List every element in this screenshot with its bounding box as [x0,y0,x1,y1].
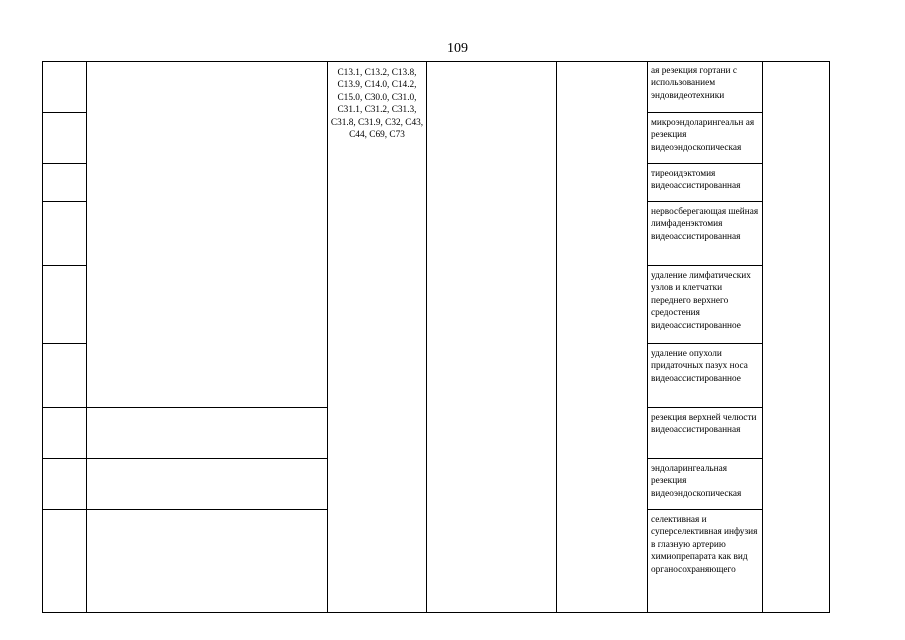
row-number-cell [43,202,87,266]
profile-cell [87,510,328,613]
procedures-table [42,61,830,613]
treatment-type-cell [557,62,648,613]
procedure-cell: селективная и суперселективная инфузия в глазную артерию химиопрепарата как вид органосохраняющего [648,510,763,613]
procedure-cell: микроэндоларингеальн ая резекция видеоэндоскопическая [648,113,763,164]
row-number-cell [43,408,87,459]
procedure-cell: нервосберегающая шейная лимфаденэктомия видеоассистированная [648,202,763,266]
procedure-cell: тиреоидэктомия видеоассистированная [648,164,763,202]
patient-model-cell [427,62,557,613]
row-number-cell [43,113,87,164]
row-number-cell [43,164,87,202]
procedure-cell: эндоларингеальная резекция видеоэндоскопическая [648,459,763,510]
row-number-cell [43,459,87,510]
row-number-cell [43,62,87,113]
page-number: 109 [447,41,468,56]
icd-codes-cell: C13.1, C13.2, C13.8, C13.9, C14.0, C14.2, C15.0, C30.0, C31.0, C31.1, C31.2, C31.3, C31.8, C31.9, C32, C43, C44, C69, C73 [328,62,427,613]
profile-cell [87,459,328,510]
procedure-cell: удаление лимфатических узлов и клетчатки переднего верхнего средостения видеоассистированное [648,266,763,344]
row-number-cell [43,344,87,408]
profile-cell [87,62,328,408]
profile-cell [87,408,328,459]
row-number-cell [43,266,87,344]
cost-cell [763,62,830,613]
procedure-cell: ая резекция гортани с использованием эндовидеотехники [648,62,763,113]
procedure-cell: резекция верхней челюсти видеоассистированная [648,408,763,459]
row-number-cell [43,510,87,613]
table-row [43,62,830,113]
procedure-cell: удаление опухоли придаточных пазух носа видеоассистированное [648,344,763,408]
